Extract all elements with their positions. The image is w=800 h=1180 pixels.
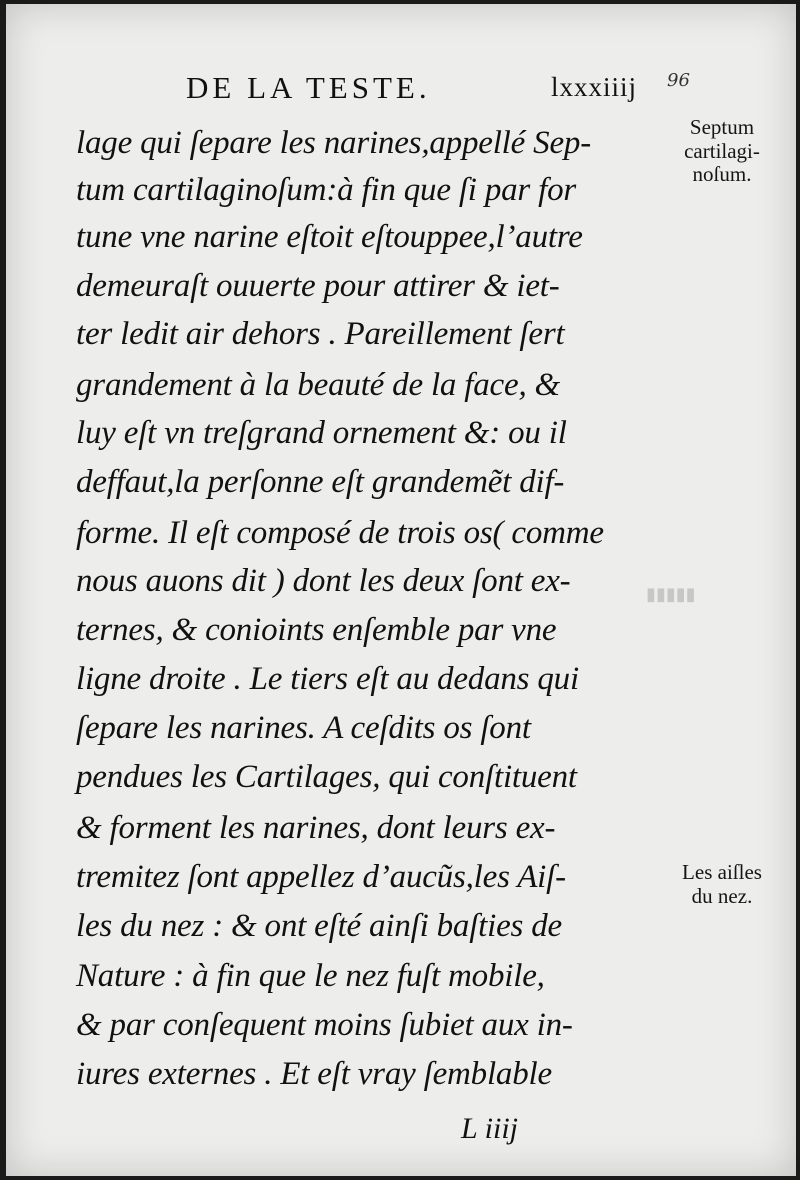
text-line: ſepare les narines. A ceſdits os ſont bbox=[76, 710, 531, 746]
text-line: nous auons dit ) dont les deux ſont ex- bbox=[76, 563, 571, 599]
book-page bbox=[6, 4, 796, 1176]
text-line: grandement à la beauté de la face, & bbox=[76, 367, 561, 403]
text-line: ter ledit air dehors . Pareillement ſert bbox=[76, 316, 565, 352]
show-through-text: ▮▮▮▮▮ bbox=[646, 584, 696, 604]
body-text bbox=[6, 4, 666, 1176]
text-line: tune vne narine eſtoit eſtouppee,l’autre bbox=[76, 219, 583, 255]
signature-mark: L iiij bbox=[461, 1112, 518, 1145]
running-head: DE LA TESTE. bbox=[186, 70, 431, 105]
text-line: ternes, & conioints enſemble par vne bbox=[76, 612, 557, 648]
text-line: & par conſequent moins ſubiet aux in- bbox=[76, 1007, 573, 1043]
margin-note-line: Septum bbox=[689, 115, 755, 139]
text-line: demeuraſt ouuerte pour attirer & iet- bbox=[76, 268, 560, 304]
margin-note-line: Les aiſles bbox=[682, 860, 762, 884]
text-line: luy eſt vn treſgrand ornement &: ou il bbox=[76, 415, 567, 451]
text-line: lage qui ſepare les narines,appellé Sep- bbox=[76, 125, 591, 161]
text-line: deffaut,la perſonne eſt grandemẽt dif- bbox=[76, 464, 565, 500]
margin-note-line: du nez. bbox=[691, 883, 753, 908]
margin-note-septum bbox=[642, 116, 800, 187]
margin-note-line: cartilagi- bbox=[684, 138, 760, 163]
text-line: ligne droite . Le tiers eſt au dedans qui bbox=[76, 661, 579, 697]
text-line: Nature : à fin que le nez fuſt mobile, bbox=[76, 958, 545, 994]
handwritten-page-number: 96 bbox=[667, 70, 690, 91]
text-line: pendues les Cartilages, qui conſtituent bbox=[76, 759, 577, 795]
text-line: & forment les narines, dont leurs ex- bbox=[76, 810, 556, 846]
folio-number: lxxxiiij bbox=[551, 72, 638, 102]
text-line: tum cartilaginoſum:à fin que ſi par for bbox=[76, 172, 577, 208]
text-line: les du nez : & ont eſté ainſi baſties de bbox=[76, 908, 563, 944]
margin-note-aisles bbox=[642, 861, 800, 908]
margin-note-line: noſum. bbox=[692, 162, 752, 187]
text-line: tremitez ſont appellez d’aucũs,les Aiſ- bbox=[76, 859, 566, 895]
text-line: iures externes . Et eſt vray ſemblable bbox=[76, 1056, 552, 1092]
text-line: forme. Il eſt composé de trois os( comme bbox=[76, 515, 604, 551]
